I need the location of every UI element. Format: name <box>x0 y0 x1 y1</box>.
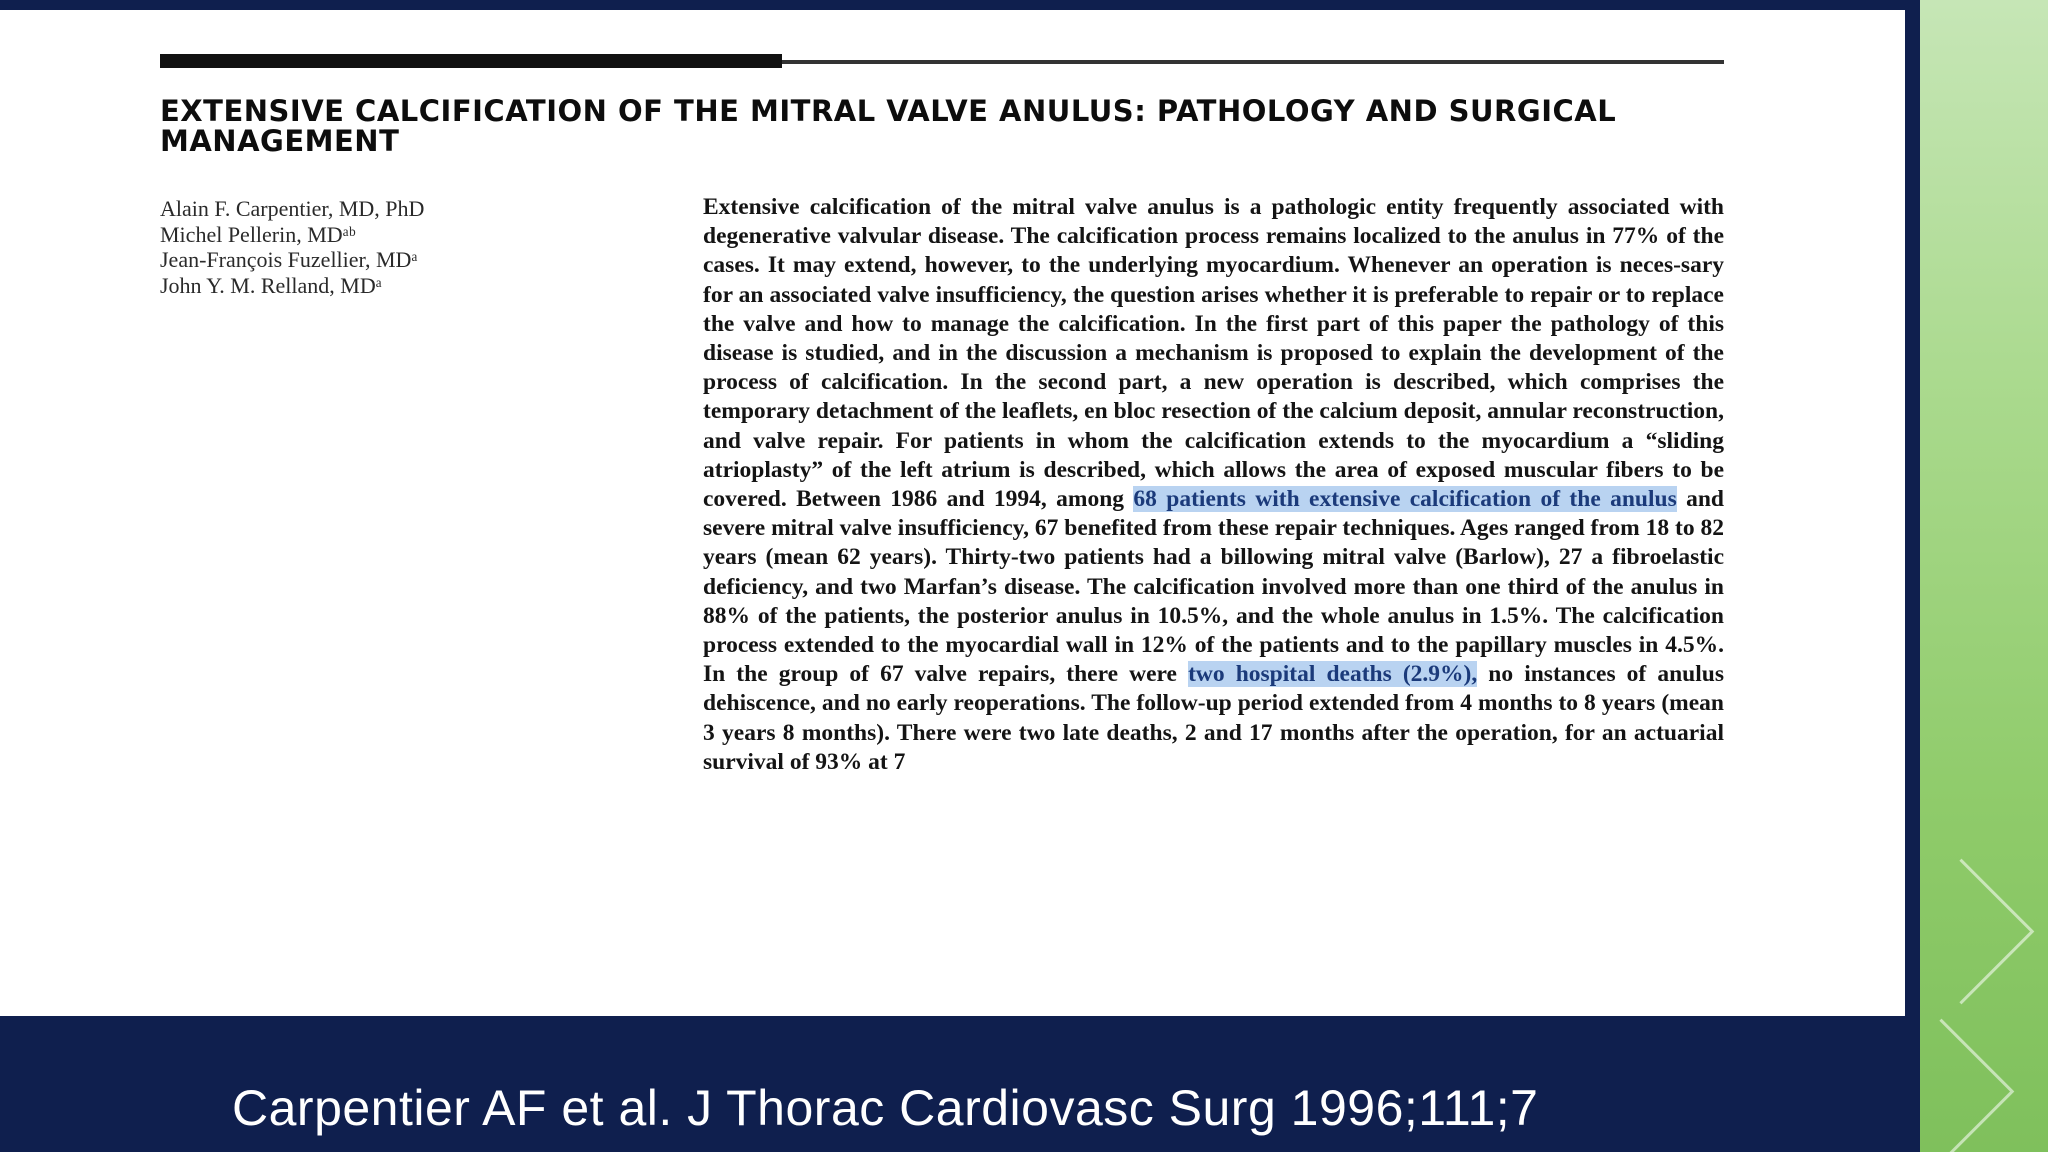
abstract-segment: and severe mitral valve insufficiency, 67 benefited from these repair techniques. Ages ranged from 18 to 82 years (mean 62 years). Thirty-two patients had a billowing mitral valve (Barlow), 27 a fibroelastic deficiency, and two Marfan’s disease. The calcification involved more than one third of the anulus in 88% of the patients, the posterior anulus in 10.5%, and the whole anulus in 1.5%. The calcification process extended to the myocardial wall in 12% of the patients and to the papillary muscles in 4.5%. In the group of 67 valve repairs, there were <box>703 486 1724 688</box>
author-name: Michel Pellerin, MDᵃᵇ <box>160 221 356 247</box>
abstract-text <box>703 193 1724 777</box>
highlighted-text: 68 patients with extensive calcification of the anulus <box>1133 486 1677 513</box>
author-name: Alain F. Carpentier, MD, PhD <box>160 196 425 221</box>
header-rule-thick <box>160 54 782 68</box>
chevron-decoration-icon <box>1920 859 2034 1005</box>
author-list <box>160 196 424 298</box>
header-rule-thin <box>782 60 1724 64</box>
author-name: Jean-François Fuzellier, MDᵃ <box>160 247 418 272</box>
decorative-side-strip <box>1920 0 2048 1152</box>
author-name: John Y. M. Relland, MDᵃ <box>160 272 382 298</box>
abstract-segment: no instances of anulus dehiscence, and no early reoperations. The follow-up period extended from 4 months to 8 years (mean 3 years 8 months). There were two late deaths, 2 and 17 months after the operation, for an actuarial survival of 93% at 7 <box>703 661 1724 775</box>
slide-document-page <box>0 10 1905 1016</box>
article-title: EXTENSIVE CALCIFICATION OF THE MITRAL VALVE ANULUS: PATHOLOGY AND SURGICAL MANAGEMENT <box>160 94 1617 158</box>
chevron-decoration-icon <box>1920 1019 2014 1152</box>
citation-caption: Carpentier AF et al. J Thorac Cardiovasc Surg 1996;111;7 <box>232 1080 1539 1136</box>
highlighted-text: two hospital deaths (2.9%), <box>1188 661 1478 688</box>
abstract-segment: Extensive calcification of the mitral valve anulus is a pathologic entity frequently associated with degenerative valvular disease. The calcification process remains localized to the anulus in 77% of the cases. It may extend, however, to the underlying myocardium. Whenever an operation is neces-sary for an associated valve insufficiency, the question arises whether it is preferable to repair or to replace the valve and how to manage the calcification. In the first part of this paper the pathology of this disease is studied, and in the discussion a mechanism is proposed to explain the development of the process of calcification. In the second part, a new operation is described, which comprises the temporary detachment of the leaflets, en bloc resection of the calcium deposit, annular reconstruction, and valve repair. For patients in whom the calcification extends to the myocardium a “sliding atrioplasty” of the left atrium is described, which allows the area of exposed muscular fibers to be covered. Between 1986 and 1994, among <box>703 194 1724 513</box>
